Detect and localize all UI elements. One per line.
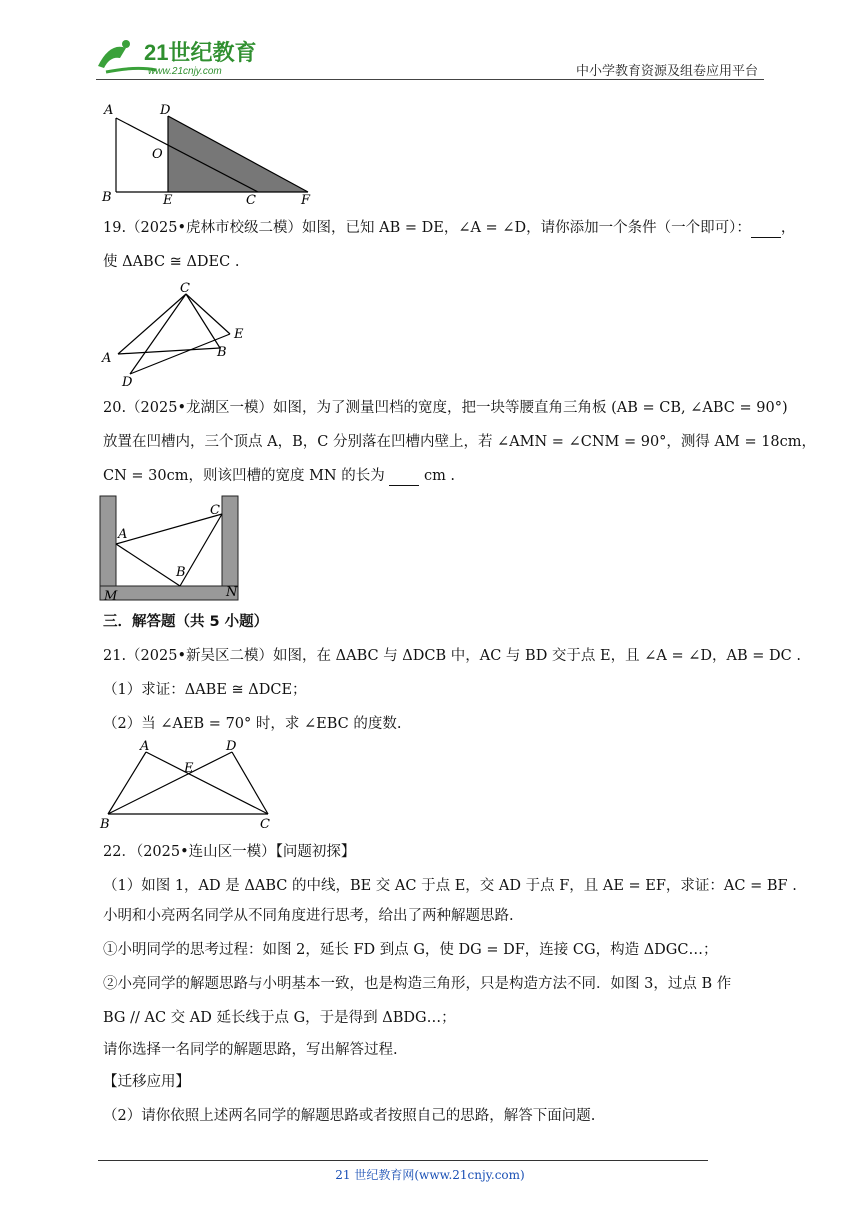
q22-line4: ①小明同学的思考过程：如图 2，延长 FD 到点 G，使 DG = DF，连接 CG，构造 ΔDGC…； (103, 942, 718, 958)
figure-q18 (98, 100, 318, 204)
q21-line1: 21.（2025•新吴区二模）如图，在 ΔABC 与 ΔDCB 中，AC 与 BD 交于点 E，且 ∠A = ∠D，AB = DC . (103, 648, 801, 664)
label-A: A (118, 527, 128, 542)
label-E: E (234, 327, 244, 342)
logo-text: 21世纪教育 (144, 40, 257, 65)
q20-line1: 20.（2025•龙湖区一模）如图，为了测量凹档的宽度，把一块等腰直角三角板 (AB = CB, ∠ABC = 90°) (103, 400, 788, 416)
label-C: C (260, 817, 270, 832)
answer-blank (751, 223, 781, 238)
label-D: D (226, 739, 237, 754)
figure-q19 (98, 282, 258, 388)
figure-q20 (98, 492, 248, 604)
logo-url: www.21cnjy.com (148, 66, 222, 77)
label-C: C (246, 193, 256, 204)
q19-line2: 使 ΔABC ≅ ΔDEC . (103, 254, 240, 270)
label-N: N (226, 585, 238, 600)
footer-divider (98, 1160, 708, 1161)
q22-line1: 22．（2025•连山区一模）【问题初探】 (103, 844, 356, 860)
q22-line6: BG // AC 交 AD 延长线于点 G，于是得到 ΔBDG…； (103, 1010, 456, 1026)
label-O: O (152, 147, 163, 162)
label-C: C (180, 282, 190, 296)
site-logo (96, 36, 266, 78)
header-divider (96, 79, 764, 80)
label-B: B (217, 345, 227, 360)
q19-line1: 19.（2025•虎林市校级二模）如图，已知 AB = DE，∠A = ∠D，请你添加一个条件（一个即可）： ， (103, 220, 796, 236)
label-E: E (184, 761, 194, 776)
q20-line2: 放置在凹槽内，三个顶点 A，B，C 分别落在凹槽内壁上，若 ∠AMN = ∠CNM = 90°，测得 AM = 18cm， (103, 434, 817, 450)
label-A: A (102, 351, 112, 366)
q22-line8: 【迁移应用】 (103, 1074, 190, 1090)
platform-name: 中小学教育资源及组卷应用平台 (575, 64, 758, 79)
page-header (0, 0, 860, 80)
q22-line7: 请你选择一名同学的解题思路，写出解答过程. (103, 1042, 398, 1058)
q22-line3: 小明和小亮两名同学从不同角度进行思考，给出了两种解题思路. (103, 908, 514, 924)
label-A: A (104, 103, 114, 118)
label-M: M (104, 589, 118, 604)
figure-q21 (98, 738, 278, 832)
q22-line2: （1）如图 1，AD 是 ΔABC 的中线，BE 交 AC 于点 E，交 AD 于点 F，且 AE = EF，求证：AC = BF . (103, 878, 797, 894)
label-D: D (160, 103, 171, 118)
q21-line3: （2）当 ∠AEB = 70° 时，求 ∠EBC 的度数. (103, 716, 402, 732)
label-E: E (163, 193, 173, 204)
q21-line2: （1）求证：ΔABE ≅ ΔDCE； (103, 682, 307, 698)
q22-line9: （2）请你依照上述两名同学的解题思路或者按照自己的思路，解答下面问题. (103, 1108, 596, 1124)
answer-blank (389, 471, 419, 486)
label-D: D (122, 375, 133, 388)
label-F: F (301, 193, 311, 204)
label-B: B (100, 817, 110, 832)
label-C: C (210, 503, 220, 518)
label-B: B (176, 565, 186, 580)
label-B: B (102, 190, 112, 204)
footer-link[interactable]: 21 世纪教育网(www.21cnjy.com) (335, 1168, 525, 1182)
label-A: A (140, 739, 150, 754)
section-heading: 三．解答题（共 5 小题） (103, 614, 269, 630)
q22-line5: ②小亮同学的解题思路与小明基本一致，也是构造三角形，只是构造方法不同．如图 3，过点 B 作 (103, 976, 732, 992)
q20-line3: CN = 30cm，则该凹槽的宽度 MN 的长为 cm . (103, 468, 456, 484)
